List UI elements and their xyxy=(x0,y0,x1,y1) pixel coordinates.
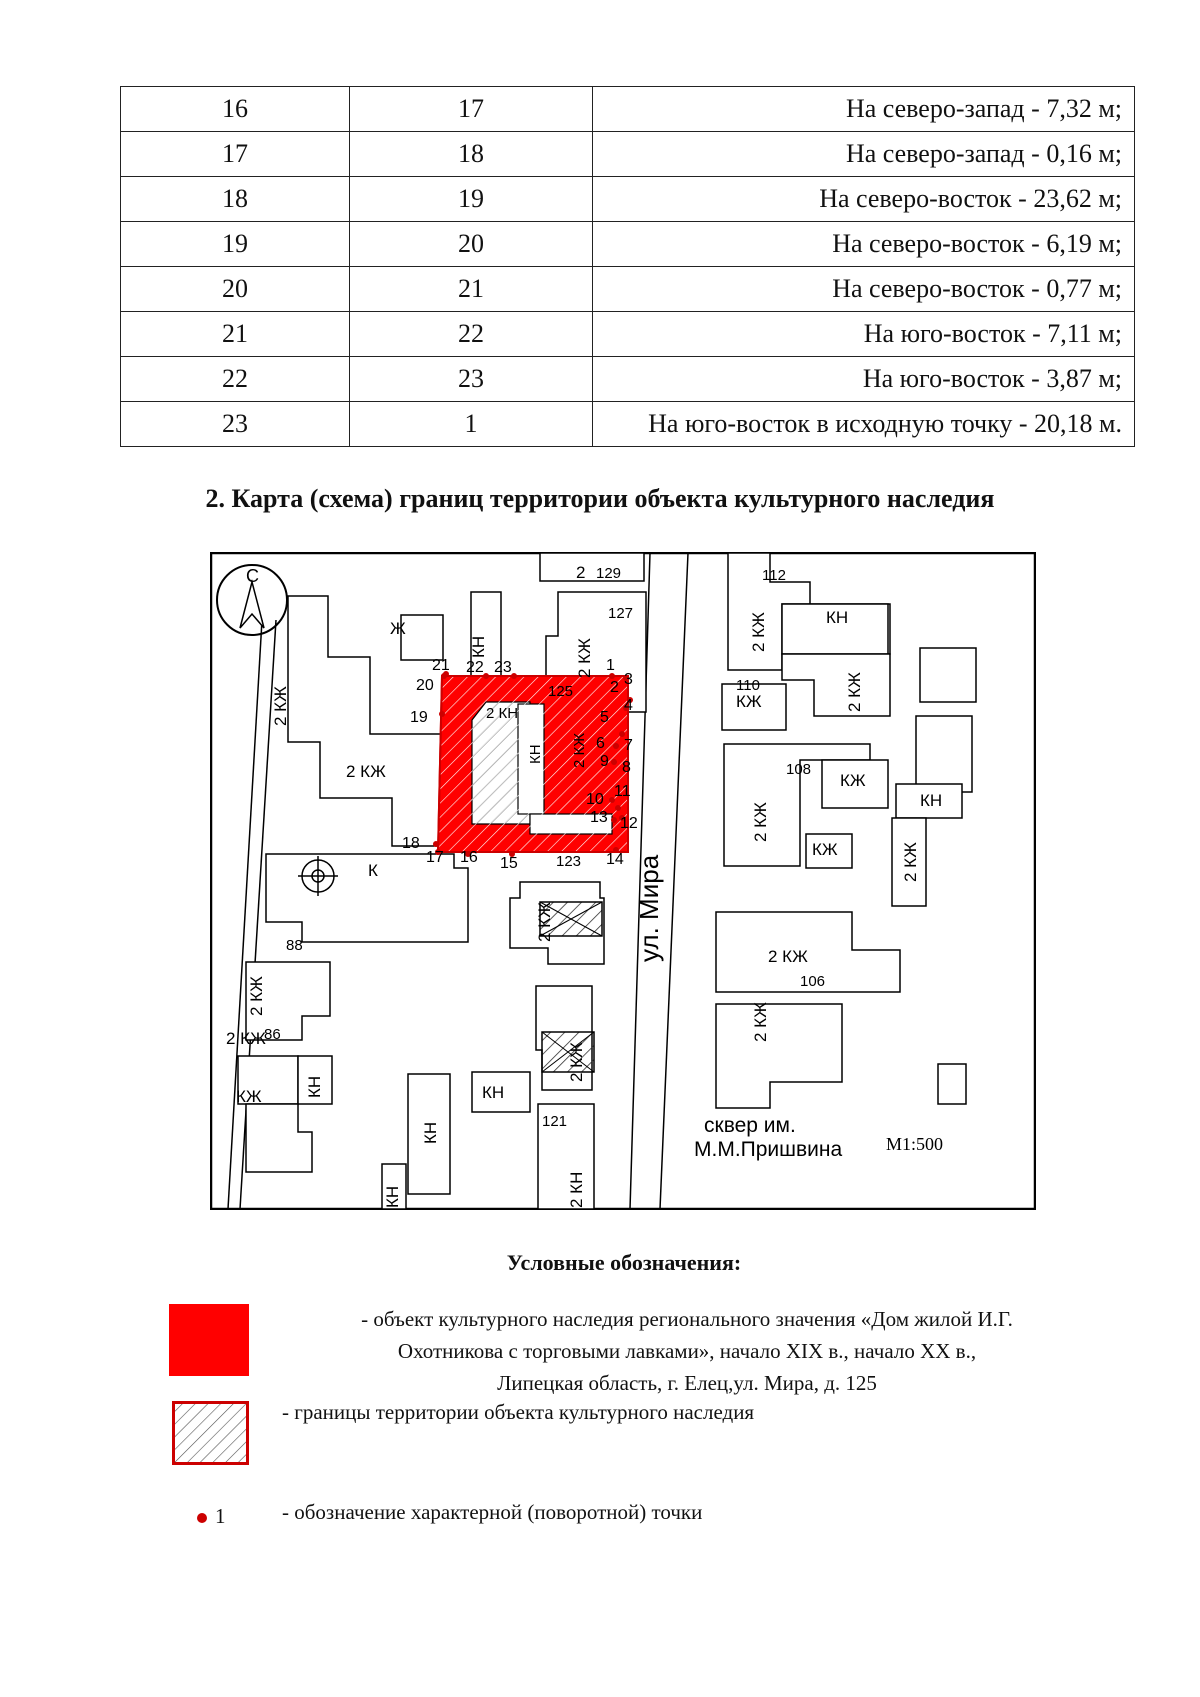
building-label: 2 КН xyxy=(567,1171,586,1208)
boundary-point-label: 20 xyxy=(416,677,434,694)
building-kzh-e xyxy=(916,716,972,792)
legend-object-swatch xyxy=(169,1304,249,1376)
building-label: 2 КЖ xyxy=(751,1002,770,1042)
house-number: 125 xyxy=(548,683,574,700)
building-label: КН xyxy=(527,744,544,764)
to-point-cell: 19 xyxy=(350,177,593,222)
building-label: 2 КЖ xyxy=(346,762,386,781)
building-label: 2 КН xyxy=(486,705,519,722)
from-point-cell: 20 xyxy=(121,267,350,312)
building-label: КН xyxy=(383,1185,402,1208)
boundary-point-label: 7 xyxy=(624,737,633,754)
direction-cell: На юго-восток - 3,87 м; xyxy=(593,357,1135,402)
boundary-point-label: 10 xyxy=(586,791,604,808)
boundary-point-label: 8 xyxy=(622,759,631,776)
to-point-cell: 20 xyxy=(350,222,593,267)
building-label: КЖ xyxy=(236,1087,262,1106)
table-row xyxy=(121,87,1135,132)
house-number: 127 xyxy=(608,605,634,622)
building-label: КН xyxy=(421,1121,440,1144)
table-row xyxy=(121,267,1135,312)
square-label-1: сквер им. xyxy=(704,1114,796,1137)
direction-cell: На северо-запад - 0,16 м; xyxy=(593,132,1135,177)
house-number: 121 xyxy=(542,1113,568,1130)
building-label: 2 КЖ xyxy=(535,902,554,942)
building-label: КЖ xyxy=(736,692,762,711)
legend-point-text: - обозначение характерной (поворотной) точки xyxy=(282,1500,703,1524)
building-label: 2 КЖ xyxy=(901,842,920,882)
building-label: 2 xyxy=(576,563,586,582)
from-point-cell: 22 xyxy=(121,357,350,402)
direction-cell: На северо-восток - 6,19 м; xyxy=(593,222,1135,267)
from-point-cell: 18 xyxy=(121,177,350,222)
building-label: 2 КЖ xyxy=(247,976,266,1016)
house-number: 129 xyxy=(596,565,622,582)
boundary-point-label: 3 xyxy=(624,671,633,688)
building-label: 2 КЖ xyxy=(571,732,588,768)
boundary-point-label: 6 xyxy=(596,735,605,752)
building-label: 2 КЖ xyxy=(575,638,594,678)
boundary-map xyxy=(210,552,1036,1210)
square-label-2: М.М.Пришвина xyxy=(694,1138,843,1161)
boundary-point-label: 1 xyxy=(606,657,615,674)
table-row xyxy=(121,402,1135,447)
direction-cell: На северо-запад - 7,32 м; xyxy=(593,87,1135,132)
house-number: 88 xyxy=(286,937,303,954)
from-point-cell: 23 xyxy=(121,402,350,447)
boundary-point-label: 2 xyxy=(610,679,619,696)
boundary-point-label: 12 xyxy=(620,815,638,832)
building-label: 2 КЖ xyxy=(226,1029,266,1048)
building-label: 2 КЖ xyxy=(845,672,864,712)
boundary-point-label: 16 xyxy=(460,849,478,866)
building-label: КН xyxy=(826,608,849,627)
boundary-point-label: 14 xyxy=(606,851,624,868)
building-e1 xyxy=(920,648,976,702)
table-row xyxy=(121,312,1135,357)
building-label: Ж xyxy=(390,619,406,638)
boundary-point-label: 17 xyxy=(426,849,444,866)
to-point-cell: 21 xyxy=(350,267,593,312)
building-zh xyxy=(401,615,443,660)
direction-cell: На северо-восток - 23,62 м; xyxy=(593,177,1135,222)
table-row xyxy=(121,357,1135,402)
house-number: 123 xyxy=(556,853,582,870)
building-label: КН xyxy=(305,1075,324,1098)
boundary-point-label: 23 xyxy=(494,659,512,676)
legend-boundary-swatch xyxy=(172,1401,249,1465)
boundary-point-label: 21 xyxy=(432,657,450,674)
boundary-point-label: 5 xyxy=(600,709,609,726)
building-label: 2 КЖ xyxy=(768,947,808,966)
to-point-cell: 22 xyxy=(350,312,593,357)
house-number: 86 xyxy=(264,1026,281,1043)
svg-text:С: С xyxy=(246,566,259,586)
to-point-cell: 1 xyxy=(350,402,593,447)
boundary-point-label: 13 xyxy=(590,809,608,826)
building-e2 xyxy=(938,1064,966,1104)
house-number: 108 xyxy=(786,761,812,778)
to-point-cell: 17 xyxy=(350,87,593,132)
building-label: 2 КЖ xyxy=(749,612,768,652)
building-label: КН xyxy=(482,1083,505,1102)
legend-boundary-text: - границы территории объекта культурного наследия xyxy=(282,1400,755,1424)
building-label: КЖ xyxy=(840,771,866,790)
building-label: КН xyxy=(920,791,943,810)
legend-object-text: - объект культурного наследия регионального значения «Дом жилой И.Г. Охотникова с торговыми лавками», начало XIX в., начало XX в., Липецкая область, г. Елец,ул. Мира, д. 125 xyxy=(361,1307,1013,1395)
from-point-cell: 17 xyxy=(121,132,350,177)
building-129 xyxy=(540,553,644,581)
boundary-point-label: 9 xyxy=(600,753,609,770)
scale-label: М1:500 xyxy=(886,1134,944,1154)
house-number: 106 xyxy=(800,973,826,990)
legend-title: Условные обозначения: xyxy=(506,1250,742,1275)
boundary-point-label: 11 xyxy=(614,783,631,800)
boundary-description-table xyxy=(120,86,1135,447)
boundary-point-label: 18 xyxy=(402,835,420,852)
to-point-cell: 18 xyxy=(350,132,593,177)
table-row xyxy=(121,132,1135,177)
legend-point-marker: 1 xyxy=(197,1504,226,1529)
building-label: КН xyxy=(469,635,488,658)
building-label: К xyxy=(368,861,378,880)
direction-cell: На юго-восток - 7,11 м; xyxy=(593,312,1135,357)
boundary-point-label: 22 xyxy=(466,659,484,676)
direction-cell: На юго-восток в исходную точку - 20,18 м. xyxy=(593,402,1135,447)
house-number: 110 xyxy=(736,677,760,694)
street-label: ул. Мира xyxy=(634,854,664,962)
boundary-point-label: 15 xyxy=(500,855,518,872)
point-dot-icon xyxy=(197,1513,207,1523)
map-heading: 2. Карта (схема) границ территории объекта культурного наследия xyxy=(205,484,995,513)
from-point-cell: 16 xyxy=(121,87,350,132)
table-row xyxy=(121,222,1135,267)
to-point-cell: 23 xyxy=(350,357,593,402)
building-label: 2 КЖ xyxy=(567,1042,586,1082)
building-label: КЖ xyxy=(812,840,838,859)
house-number: 112 xyxy=(762,567,786,584)
building-label: 2 КЖ xyxy=(271,686,290,726)
boundary-point-label: 4 xyxy=(624,697,633,714)
direction-cell: На северо-восток - 0,77 м; xyxy=(593,267,1135,312)
from-point-cell: 21 xyxy=(121,312,350,357)
table-row xyxy=(121,177,1135,222)
from-point-cell: 19 xyxy=(121,222,350,267)
building-label: 2 КЖ xyxy=(751,802,770,842)
boundary-point-label: 19 xyxy=(410,709,428,726)
